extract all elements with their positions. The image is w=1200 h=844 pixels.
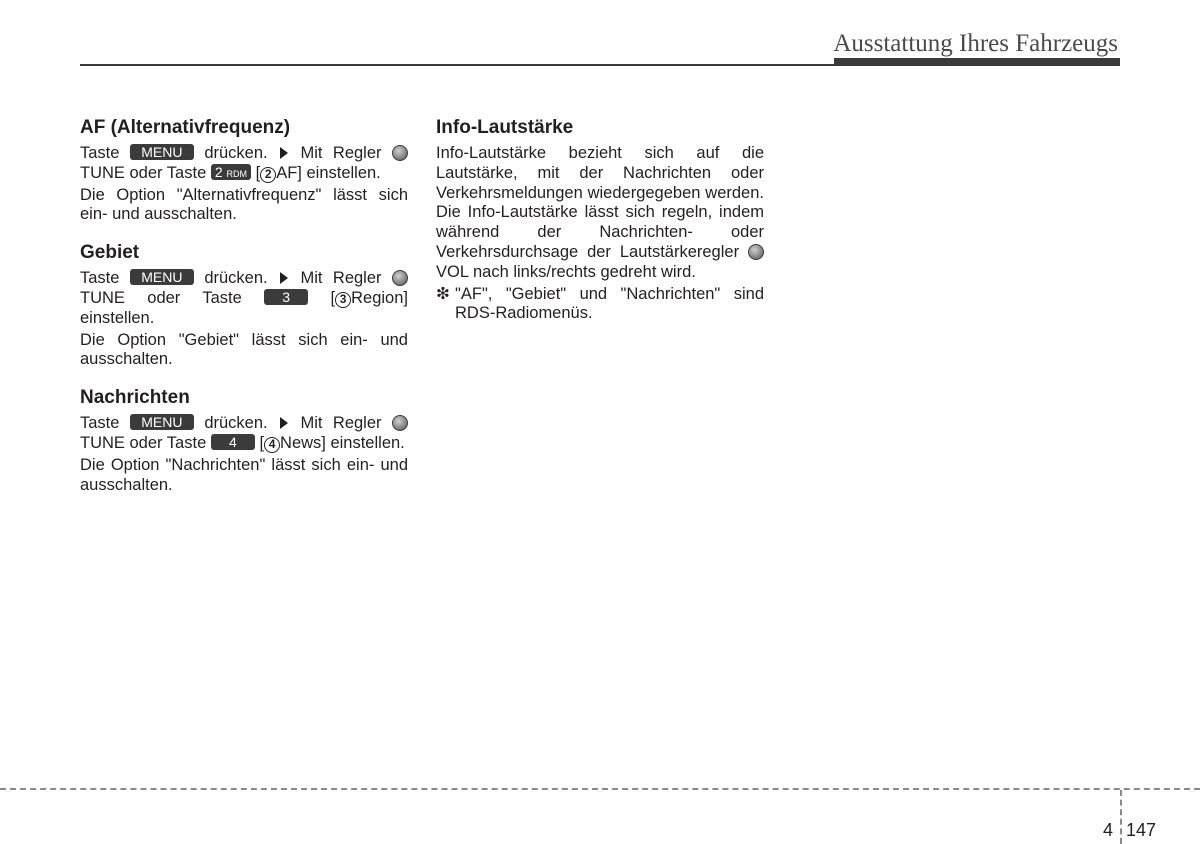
description-paragraph: Die Option "Gebiet" lässt sich ein- und ausschalten.: [80, 330, 408, 369]
tune-knob-icon: [392, 270, 408, 286]
header-rule-accent: [834, 58, 1120, 66]
key-number: 2: [214, 163, 223, 180]
text: Taste: [80, 414, 120, 433]
text: TUNE oder Taste: [80, 433, 207, 452]
chapter-number: 4: [1103, 820, 1114, 840]
note-asterisk-icon: ❇: [436, 284, 450, 303]
volume-knob-icon: [748, 244, 764, 260]
text: [: [330, 288, 336, 307]
text: Taste: [80, 144, 120, 162]
section-heading: Nachrichten: [80, 387, 190, 409]
tune-knob-icon: [392, 415, 408, 431]
section-info-lautstaerke: [436, 116, 764, 324]
instruction-paragraph: [80, 144, 408, 184]
text: drücken.: [204, 414, 268, 433]
text: AF] einstellen.: [276, 163, 381, 182]
text: TUNE oder Taste: [80, 288, 242, 307]
key-sublabel: RDM: [226, 168, 248, 179]
circled-number-icon: 2: [260, 167, 276, 183]
text: drücken.: [204, 269, 268, 288]
key-4: 4: [211, 434, 255, 450]
circled-number-icon: 3: [335, 292, 351, 308]
key-3: 3: [264, 289, 308, 305]
section-heading: Gebiet: [80, 242, 140, 264]
description-paragraph: [436, 144, 764, 283]
text: Mit Regler: [300, 414, 382, 433]
section-heading: AF (Alternativfrequenz): [80, 117, 291, 138]
arrow-right-icon: [280, 417, 288, 429]
text: Mit Regler: [300, 269, 382, 288]
menu-key: MENU: [130, 414, 194, 430]
description-paragraph: Die Option "Alternativfrequenz" lässt sich ein- und ausschalten.: [80, 185, 408, 224]
key-2-rdm: [211, 164, 251, 180]
left-column: [80, 116, 408, 511]
text: VOL nach links/rechts gedreht wird.: [436, 262, 696, 281]
text: drücken.: [204, 144, 268, 162]
circled-number-icon: 4: [264, 437, 280, 453]
note-text: "AF", "Gebiet" und "Nachrichten" sind RDS-Radiomenüs.: [455, 284, 764, 323]
arrow-right-icon: [280, 272, 288, 284]
text: TUNE oder Taste: [80, 163, 207, 182]
text: Info-Lautstärke bezieht sich auf die Lautstärke, mit der Nachrichten oder Verkehrsmeldungen wiedergegeben werden. Die Info-Lautstärke lässt sich regeln, indem während der Nachrichten- oder Verkehrsdurchsage der Lautstärkeregler: [436, 144, 764, 261]
menu-key: MENU: [130, 269, 194, 285]
description-paragraph: Die Option "Nachrichten" lässt sich ein- und ausschalten.: [80, 455, 408, 494]
footer-page-divider: [1120, 790, 1122, 844]
tune-knob-icon: [392, 145, 408, 161]
page-number: 147: [1126, 820, 1157, 840]
header-rule: [80, 64, 836, 66]
footer-divider: [0, 788, 1200, 790]
header-title: Ausstattung Ihres Fahrzeugs: [833, 30, 1118, 57]
text: [: [255, 163, 261, 182]
note: [436, 285, 764, 325]
text: Taste: [80, 269, 120, 288]
section-gebiet: [80, 241, 408, 370]
arrow-right-icon: [280, 147, 288, 159]
instruction-paragraph: [80, 269, 408, 328]
section-af: [80, 116, 408, 225]
section-heading: Info-Lautstärke: [436, 117, 574, 138]
section-nachrichten: [80, 386, 408, 495]
text: News] einstellen.: [280, 433, 405, 452]
menu-key: MENU: [130, 144, 194, 160]
text: Mit Regler: [300, 144, 382, 162]
instruction-paragraph: [80, 414, 408, 454]
middle-column: [436, 116, 764, 340]
text: [: [259, 433, 265, 452]
text: Region] einstellen.: [80, 288, 408, 327]
